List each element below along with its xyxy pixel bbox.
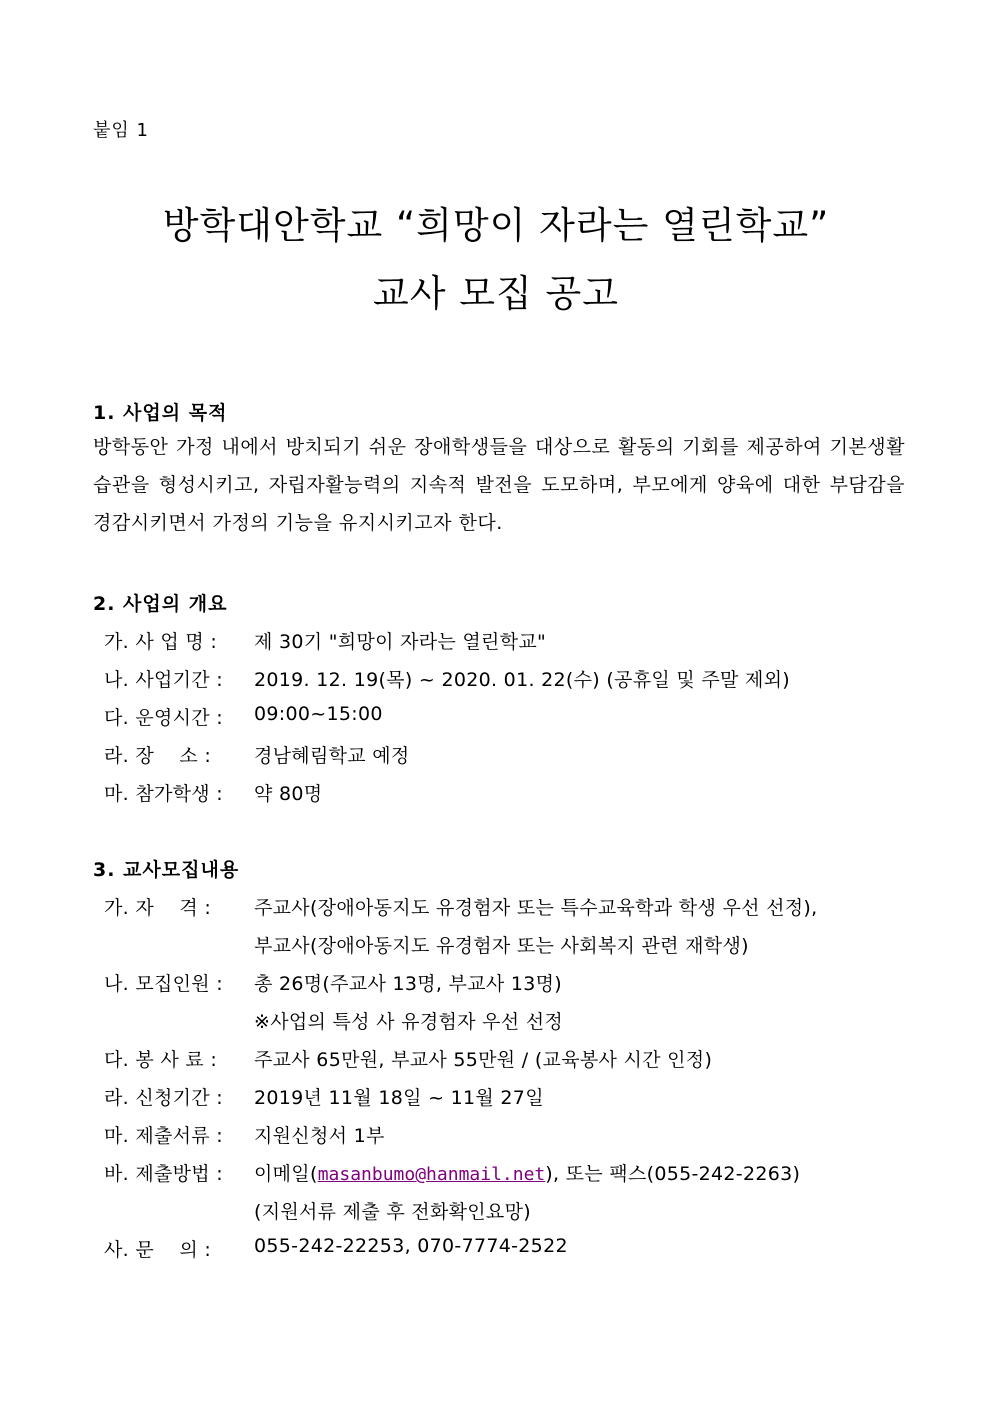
page-subtitle: 교사 모집 공고 bbox=[373, 272, 619, 315]
item-value: 지원신청서 1부 bbox=[254, 1125, 385, 1147]
item-label: 마. 참가학생 : bbox=[104, 783, 223, 805]
item-note: ※사업의 특성 사 유경험자 우선 선정 bbox=[254, 1011, 564, 1033]
item-value: 2019년 11월 18일 ~ 11월 27일 bbox=[254, 1087, 544, 1109]
email-link[interactable]: masanbumo@hanmail.net bbox=[317, 1164, 546, 1185]
item-label: 라. 신청기간 : bbox=[104, 1087, 223, 1109]
section-3-heading: 3. 교사모집내용 bbox=[93, 859, 240, 881]
item-label: 가. 사 업 명 : bbox=[104, 631, 218, 653]
item-value: 약 80명 bbox=[254, 783, 323, 805]
email-prefix: 이메일( bbox=[254, 1163, 318, 1185]
item-value: 09:00~15:00 bbox=[254, 703, 383, 725]
section-1-heading: 1. 사업의 목적 bbox=[93, 402, 228, 424]
attachment-label: 붙임 1 bbox=[93, 120, 149, 141]
item-label: 다. 봉 사 료 : bbox=[104, 1049, 218, 1071]
item-label: 마. 제출서류 : bbox=[104, 1125, 223, 1147]
item-label: 나. 사업기간 : bbox=[104, 669, 223, 691]
item-label: 다. 운영시간 : bbox=[104, 707, 223, 729]
item-continuation: 부교사(장애아동지도 유경험자 또는 사회복지 관련 재학생) bbox=[254, 935, 749, 957]
section-1-body: 방학동안 가정 내에서 방치되기 쉬운 장애학생들을 대상으로 활동의 기회를 제공하여 기본생활습관을 형성시키고, 자립자활능력의 지속적 발전을 도모하며, 부모에게 양육에 대한 부담감을 경감시키면서 가정의 기능을 유지시키고자 한다. bbox=[93, 436, 905, 534]
item-value: 경남혜림학교 예정 bbox=[254, 745, 410, 767]
item-value: 주교사 65만원, 부교사 55만원 / (교육봉사 시간 인정) bbox=[254, 1049, 713, 1071]
item-label: 가. 자 격 : bbox=[104, 897, 212, 919]
item-label: 사. 문 의 : bbox=[104, 1239, 212, 1261]
email-suffix: ), 또는 팩스(055-242-2263) bbox=[545, 1163, 801, 1185]
item-label: 나. 모집인원 : bbox=[104, 973, 223, 995]
item-label: 바. 제출방법 : bbox=[104, 1163, 223, 1185]
page-title: 방학대안학교 “희망이 자라는 열린학교” bbox=[162, 204, 830, 247]
item-label: 라. 장 소 : bbox=[104, 745, 212, 767]
item-note: (지원서류 제출 후 전화확인요망) bbox=[254, 1201, 531, 1223]
item-value: 2019. 12. 19(목) ~ 2020. 01. 22(수) (공휴일 및 주말 제외) bbox=[254, 669, 791, 691]
item-value: 제 30기 "희망이 자라는 열린학교" bbox=[254, 631, 547, 653]
item-value bbox=[254, 1159, 800, 1186]
item-value: 주교사(장애아동지도 유경험자 또는 특수교육학과 학생 우선 선정), bbox=[254, 897, 818, 919]
section-2-heading: 2. 사업의 개요 bbox=[93, 593, 228, 615]
item-value: 총 26명(주교사 13명, 부교사 13명) bbox=[254, 973, 562, 995]
item-value: 055-242-22253, 070-7774-2522 bbox=[254, 1235, 568, 1257]
